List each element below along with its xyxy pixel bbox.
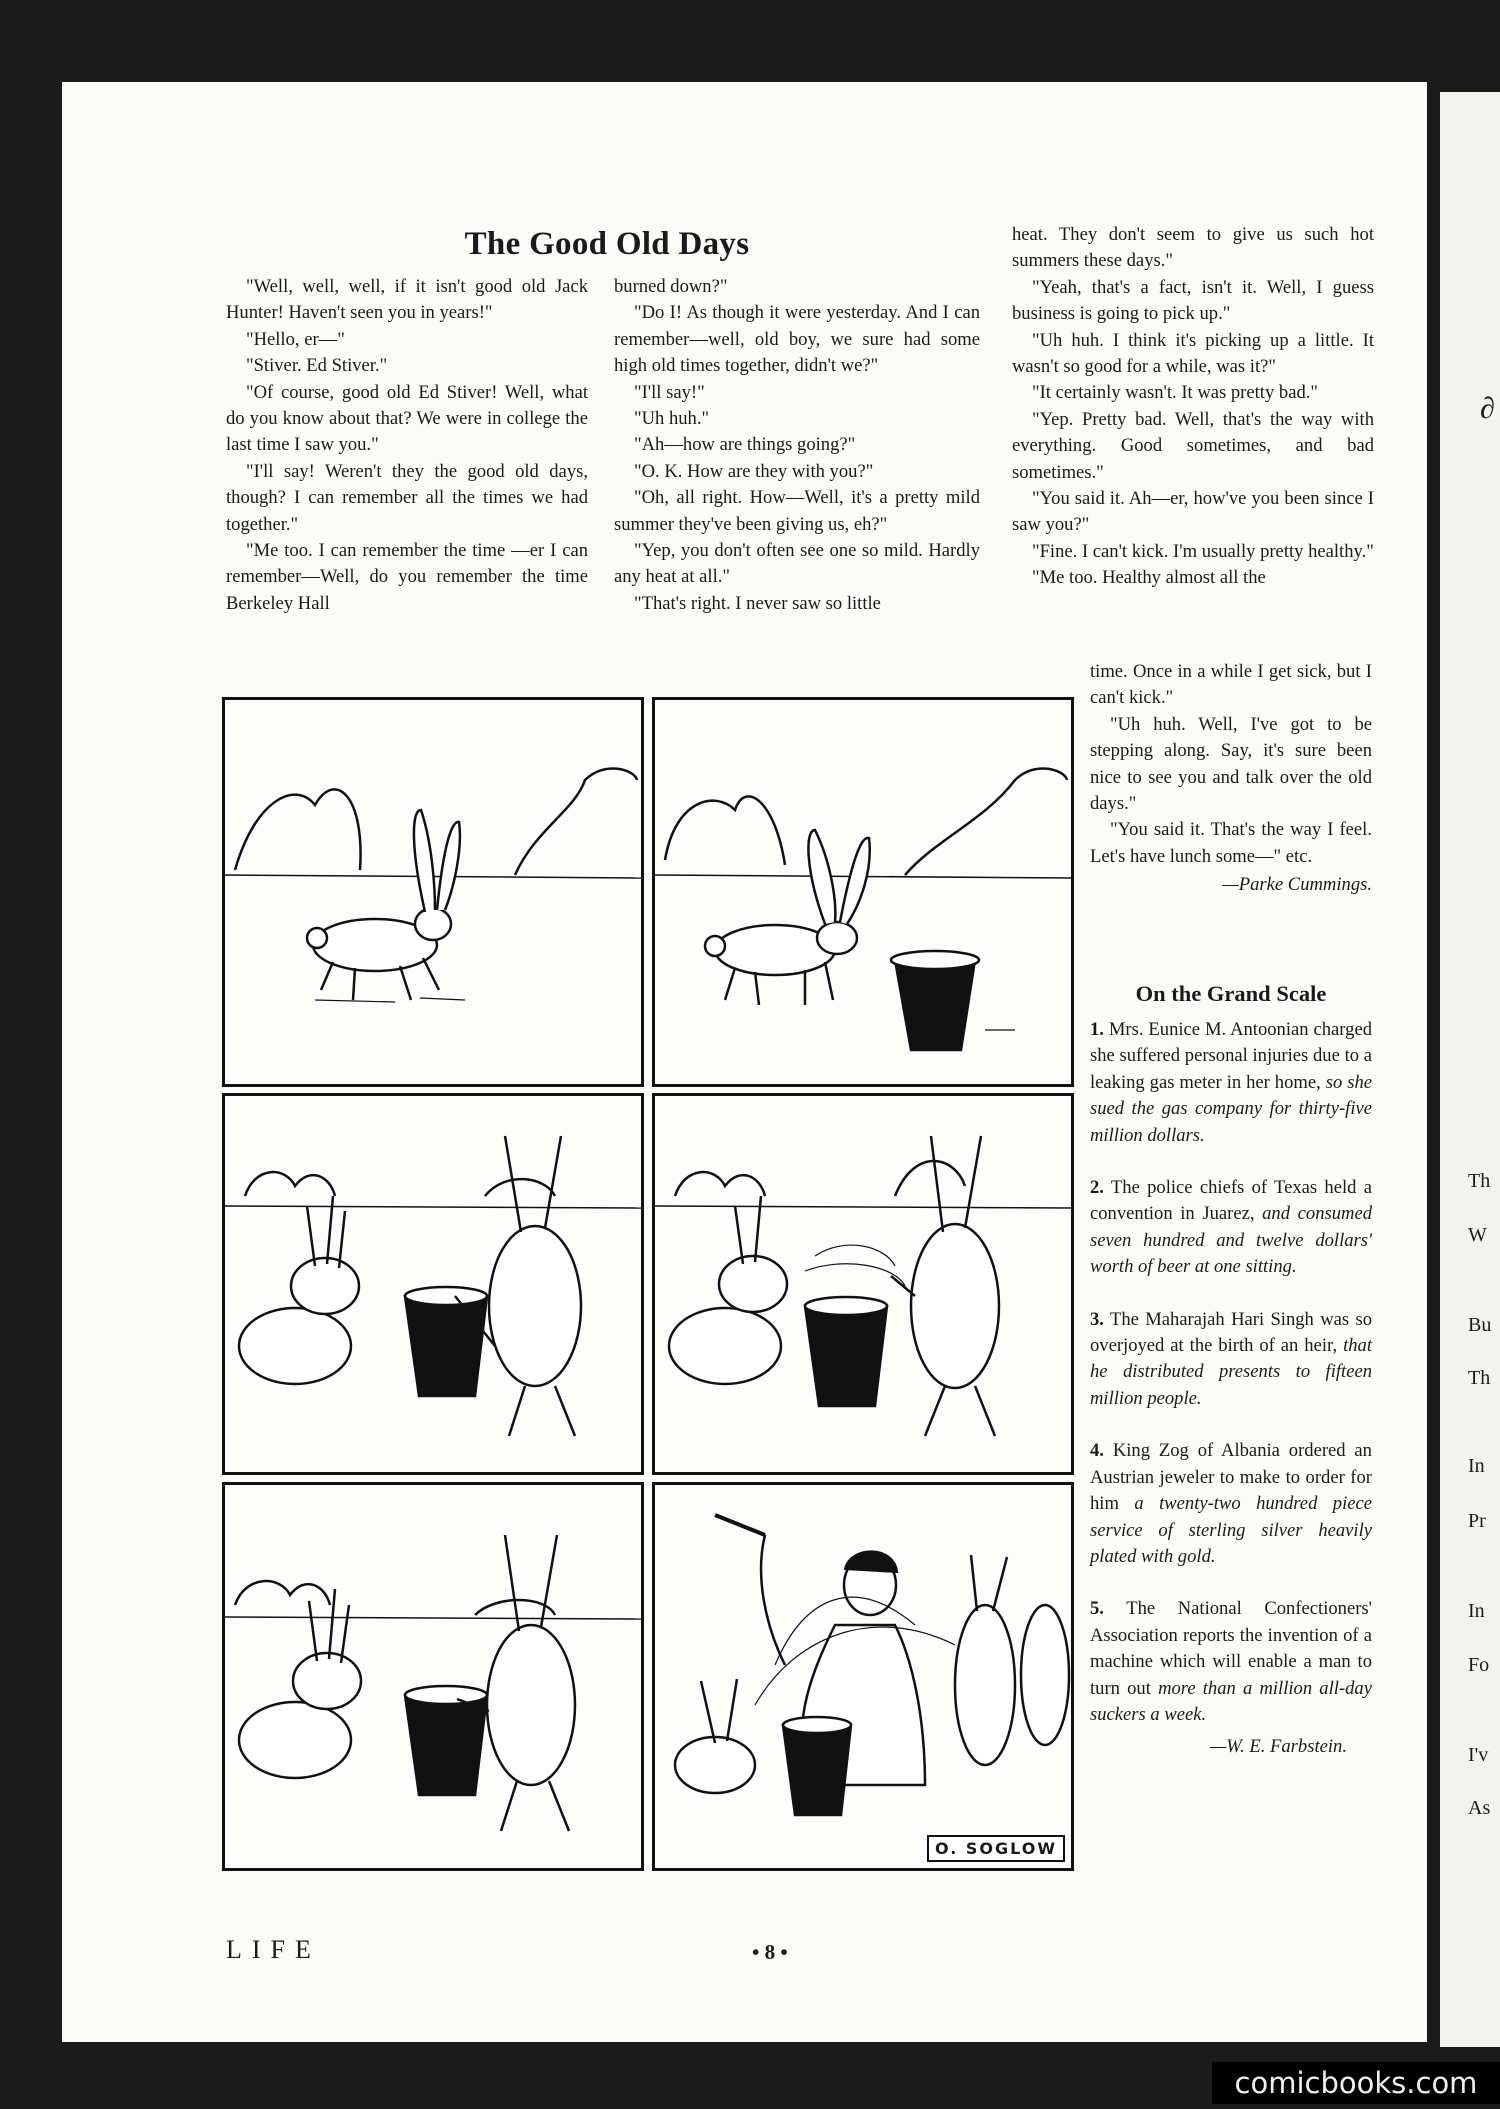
rabbits-and-hat-illustration: [225, 1485, 641, 1868]
list-item: 1. Mrs. Eunice M. Antoonian charged she suffered personal injuries due to a leaking gas meter in her home, so she sued the gas company for thirty-five million dollars.: [1090, 1019, 1372, 1146]
rabbit-and-hat-illustration: [655, 700, 1071, 1084]
list-item: 3. The Maharajah Hari Singh was so overjoyed at the birth of an heir, that he distributed presents to fifteen million people.: [1090, 1308, 1373, 1409]
magician-reveal-illustration: [655, 1485, 1071, 1868]
paragraph: "You said it. That's the way I feel. Let's have lunch some—" etc.: [1090, 819, 1372, 867]
fragment: I'v: [1468, 1744, 1489, 1766]
paragraph: "Do I! As though it were yesterday. And I can remember—well, old boy, we sure had some high old times together, didn't we?": [614, 302, 980, 377]
paragraph: "I'll say! Weren't they the good old days, though? I can remember all the times we had together.": [226, 460, 588, 535]
paragraph: time. Once in a while I get sick, but I can't kick.": [1090, 661, 1372, 709]
grand-scale-list: [1090, 1017, 1372, 1779]
rabbit-walking-illustration: [225, 700, 641, 1084]
rabbits-magic-illustration: [655, 1096, 1071, 1472]
article-title: The Good Old Days: [464, 226, 750, 262]
fragment: W: [1468, 1224, 1487, 1246]
list-item: 4. King Zog of Albania ordered an Austrian jeweler to make to order for him a twenty-two hundred piece service of sterling silver heavily plated with gold.: [1090, 1440, 1372, 1567]
list-item: 5. The National Confectioners' Association reports the invention of a machine which will enable a man to turn out more than a million all-day suckers a week.: [1090, 1598, 1372, 1725]
comic-panel-5: [222, 1482, 644, 1871]
article-column-4: [1090, 659, 1372, 899]
paragraph: "Fine. I can't kick. I'm usually pretty healthy.": [1032, 540, 1374, 562]
sidebar-title: On the Grand Scale: [1135, 981, 1327, 1006]
paragraph: "Of course, good old Ed Stiver! Well, what do you know about that? We were in college the last time I saw you.": [226, 381, 588, 456]
fragment: In: [1468, 1455, 1485, 1477]
list-item: 2. The police chiefs of Texas held a convention in Juarez, and consumed seven hundred and twelve dollars' worth of beer at one sitting.: [1090, 1177, 1373, 1278]
magazine-name: LIFE: [226, 1935, 321, 1964]
comic-panel-3: [222, 1093, 644, 1475]
paragraph: "It certainly wasn't. It was pretty bad.": [1032, 382, 1318, 404]
paragraph: "Well, well, well, if it isn't good old Jack Hunter! Haven't seen you in years!": [226, 276, 588, 324]
fragment: Fo: [1468, 1654, 1490, 1676]
article-column-3: [1012, 222, 1374, 592]
paragraph: "Hello, er—": [246, 328, 345, 350]
fragment: Th: [1468, 1170, 1491, 1192]
paragraph: burned down?": [614, 276, 728, 297]
article-byline: —Parke Cummings.: [1222, 874, 1372, 896]
paragraph: "Yep. Pretty bad. Well, that's the way with everything. Good sometimes, and bad sometimes.": [1012, 408, 1374, 483]
fragment: In: [1468, 1600, 1485, 1622]
paragraph: "Stiver. Ed Stiver.": [246, 355, 388, 377]
paragraph: "Yep, you don't often see one so mild. Hardly any heat at all.": [614, 540, 980, 588]
fragment: As: [1468, 1797, 1491, 1819]
paragraph: "Uh huh. Well, I've got to be stepping along. Say, it's sure been nice to see you and talk over the old days.": [1090, 713, 1372, 815]
paragraph: "O. K. How are they with you?": [634, 460, 874, 482]
paragraph: "Me too. Healthy almost all the: [1032, 567, 1266, 589]
watermark: comicbooks.com: [1212, 2062, 1500, 2104]
paragraph: "I'll say!": [634, 381, 705, 403]
paragraph: "Yeah, that's a fact, isn't it. Well, I guess business is going to pick up.": [1012, 276, 1374, 325]
sidebar-byline: —W. E. Farbstein.: [1209, 1736, 1347, 1758]
paragraph: "Me too. I can remember the time —er I can remember—Well, do you remember the time Berkeley Hall: [226, 540, 588, 614]
fragment: Bu: [1468, 1314, 1492, 1336]
fragment: Pr: [1468, 1510, 1486, 1532]
paragraph: "Uh huh.": [634, 408, 710, 430]
article-column-2: [614, 274, 980, 617]
page-number: • 8 •: [752, 1940, 788, 1964]
comic-panel-2: [652, 697, 1074, 1087]
adjacent-page-edge: ∂ Th W Bu Th In Pr In Fo I'v As: [1440, 92, 1500, 2047]
rabbits-and-hat-illustration: [225, 1096, 641, 1472]
paragraph: "Ah—how are things going?": [634, 434, 856, 456]
comic-panel-1: [222, 697, 644, 1087]
paragraph: "Uh huh. I think it's picking up a little. It wasn't so good for a while, was it?": [1012, 329, 1374, 378]
paragraph: "That's right. I never saw so little: [634, 592, 881, 614]
comic-panel-4: [652, 1093, 1074, 1475]
artist-signature: O. SOGLOW: [927, 1835, 1065, 1862]
fragment: Th: [1468, 1367, 1491, 1389]
article-column-1: [226, 274, 588, 617]
paragraph: "Oh, all right. How—Well, it's a pretty mild summer they've been giving us, eh?": [614, 487, 980, 535]
paragraph: "You said it. Ah—er, how've you been since I saw you?": [1012, 488, 1374, 536]
paragraph: heat. They don't seem to give us such hot summers these days.": [1012, 224, 1374, 272]
comic-panel-6: [652, 1482, 1074, 1871]
